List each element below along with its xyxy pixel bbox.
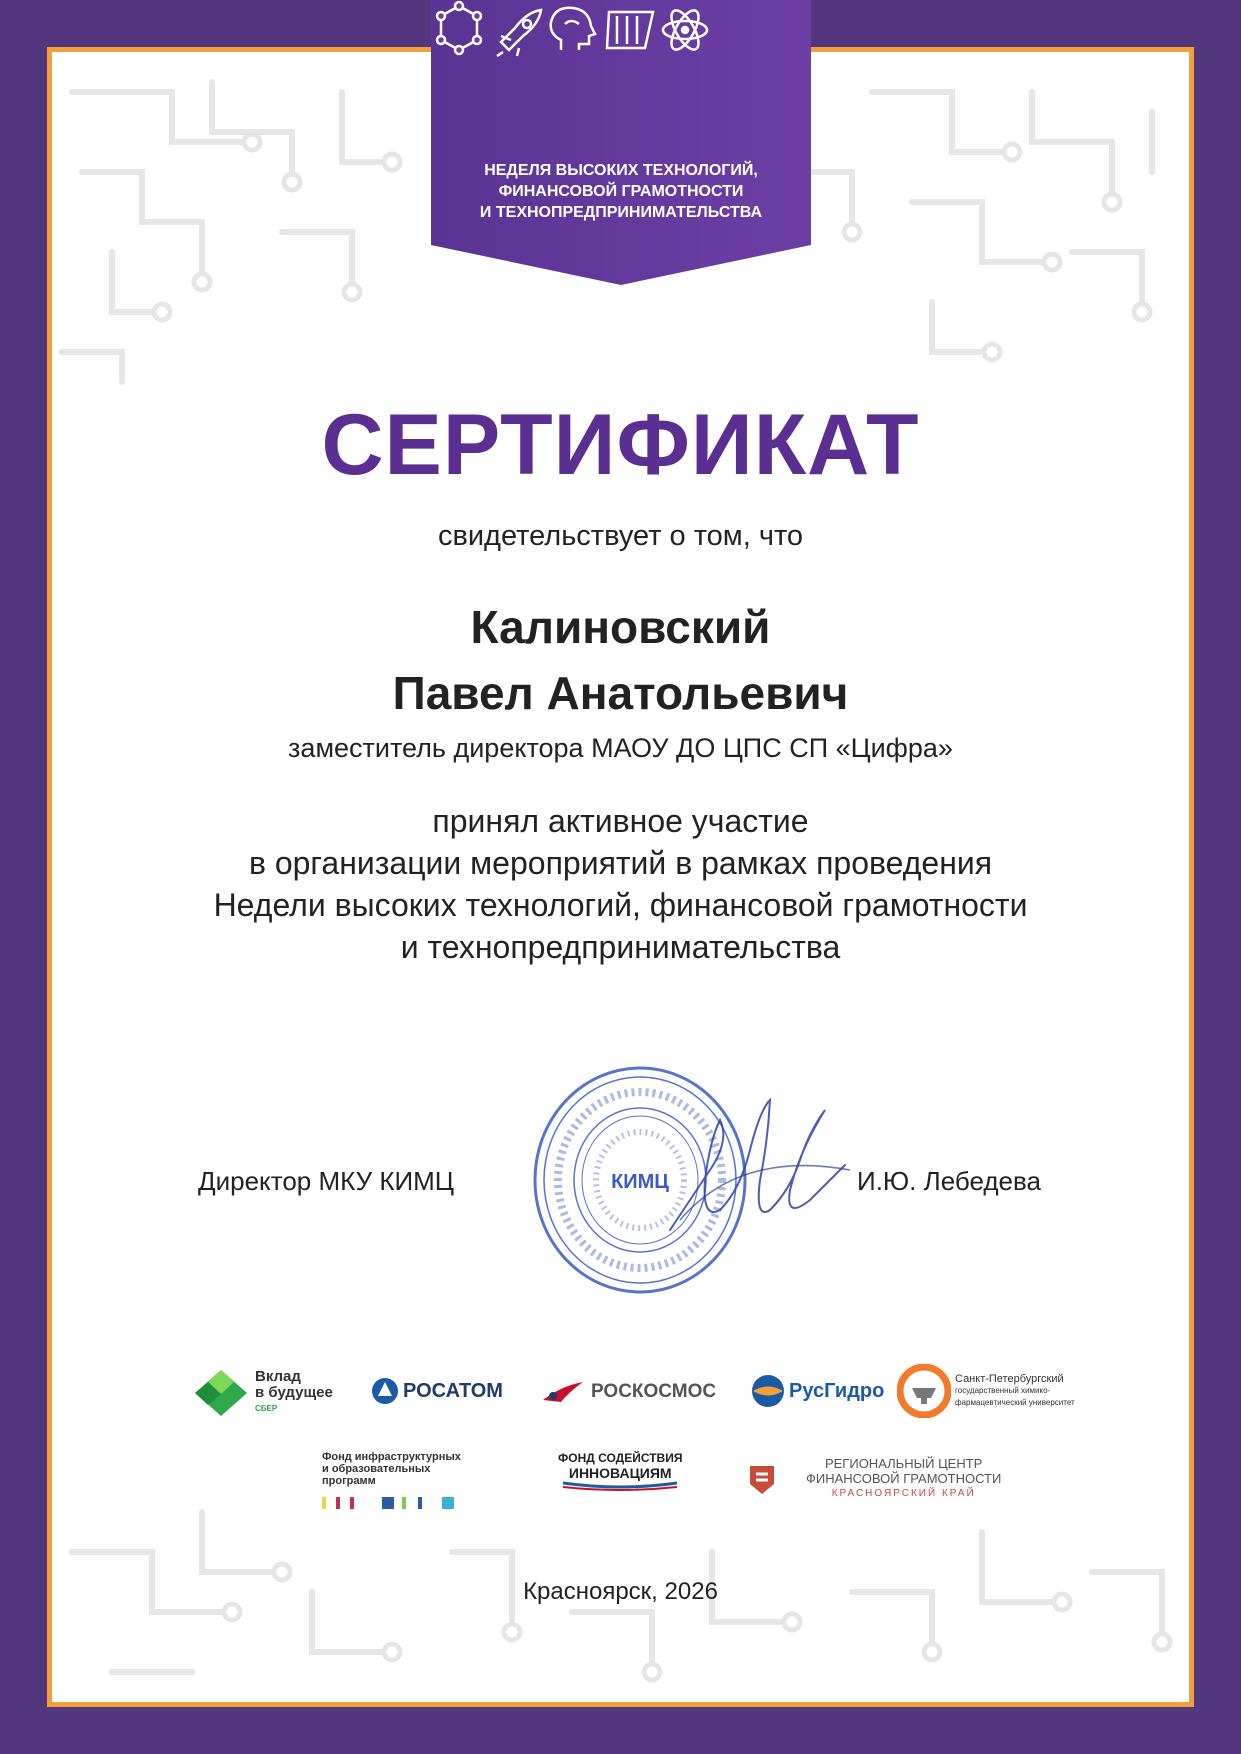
vklad-line2: в будущее [255, 1384, 333, 1401]
recipient-given-names: Павел Анатольевич [392, 667, 849, 719]
description-line: Недели высоких технологий, финансовой грамотности [213, 887, 1028, 923]
spb-university-icon [897, 1364, 951, 1418]
region-line3: КРАСНОЯРСКИЙ КРАЙ [831, 1488, 976, 1499]
rosatom-text: РОСАТОМ [403, 1379, 503, 1402]
city-year: Красноярск, 2026 [523, 1578, 718, 1605]
logo-regional-finance-center [746, 1456, 1001, 1501]
recipient-name [0, 594, 1241, 726]
logo-vklad-v-budushchee [193, 1368, 333, 1418]
signatory-name: И.Ю. Лебедева [857, 1166, 1041, 1196]
atom-icon [663, 6, 707, 53]
region-line2: ФИНАНСОВОЙ ГРАМОТНОСТИ [806, 1471, 1002, 1486]
head-profile-icon [551, 8, 595, 50]
finance-icon [607, 12, 653, 48]
fond-color-bars [322, 1497, 457, 1511]
logo-rushydro [751, 1374, 884, 1408]
stamp-center-text: КИМЦ [611, 1171, 669, 1193]
network-icon [437, 2, 481, 54]
recipient-surname: Калиновский [470, 601, 771, 653]
fond-line2: и образовательных [322, 1463, 431, 1475]
description-line: принял активное участие [432, 803, 809, 839]
region-line1: РЕГИОНАЛЬНЫЙ ЦЕНТР [824, 1456, 983, 1471]
handwritten-signature [650, 1080, 870, 1260]
rocket-icon [497, 10, 541, 56]
innov-line1: ФОНД СОДЕЙСТВИЯ [558, 1451, 683, 1465]
banner-icons [431, 0, 711, 58]
banner-line-1: НЕДЕЛЯ ВЫСОКИХ ТЕХНОЛОГИЙ, [484, 162, 758, 179]
banner-line-3: И ТЕХНОПРЕДПРИНИМАТЕЛЬСТВА [479, 204, 763, 221]
spb-line1: Санкт-Петербургский [955, 1373, 1064, 1385]
signatory-title: Директор МКУ КИМЦ [198, 1166, 455, 1196]
certificate-subtitle: свидетельствует о том, что [437, 520, 804, 552]
logo-fond-innovations [558, 1451, 682, 1491]
banner-line-2: ФИНАНСОВОЙ ГРАМОТНОСТИ [498, 183, 744, 200]
roskosmos-text: РОСКОСМОС [591, 1381, 717, 1402]
vklad-diamond-icon [193, 1368, 249, 1418]
vklad-line1: Вклад [255, 1368, 301, 1385]
logo-fond-infrastructure [322, 1451, 461, 1511]
innov-line2: ИННОВАЦИЯМ [568, 1465, 672, 1481]
spb-line2: государственный химико- [955, 1386, 1051, 1395]
vklad-sber: СБЕР [255, 1404, 278, 1413]
rosatom-icon [371, 1377, 399, 1405]
certificate-title: СЕРТИФИКАТ [321, 397, 920, 493]
recipient-position: заместитель директора МАОУ ДО ЦПС СП «Цифра» [288, 733, 953, 763]
rushydro-text: РусГидро [789, 1379, 885, 1402]
description-line: и технопредпринимательства [400, 929, 841, 965]
logo-rosatom [371, 1377, 503, 1405]
innov-flag-swoosh [563, 1481, 677, 1491]
event-banner [431, 0, 811, 290]
logo-roskosmos [541, 1380, 716, 1404]
regional-center-icon [746, 1462, 778, 1496]
rushydro-icon [751, 1374, 785, 1408]
banner-title [431, 160, 811, 223]
spb-line3: фармацевтический университет [955, 1398, 1075, 1407]
fond-line1: Фонд инфраструктурных [322, 1451, 461, 1463]
description-line: в организации мероприятий в рамках проведения [248, 845, 993, 881]
fond-line3: программ [322, 1475, 376, 1487]
certificate-description [0, 800, 1241, 968]
logo-spb-pharma-university [897, 1364, 1075, 1418]
roskosmos-icon [541, 1380, 585, 1404]
